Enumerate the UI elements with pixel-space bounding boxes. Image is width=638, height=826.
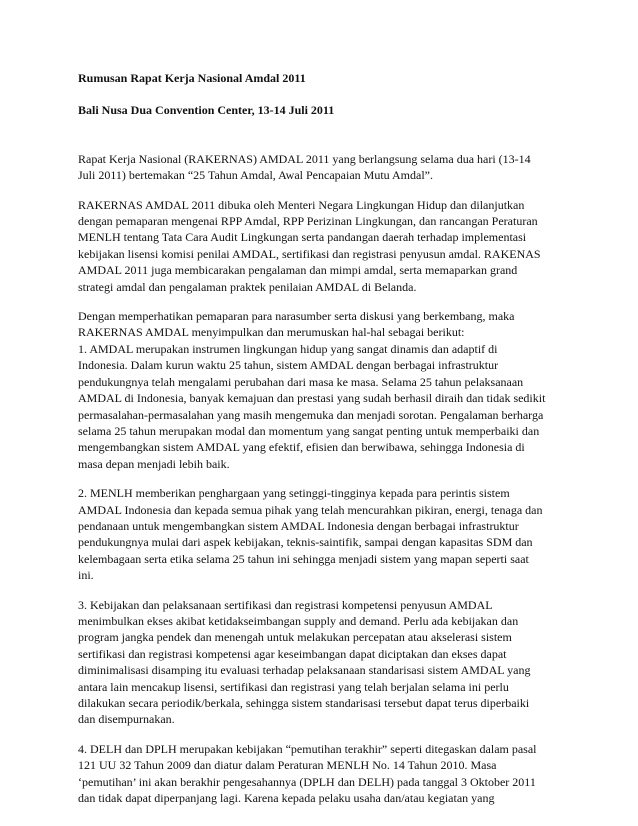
text-line: masa depan menjadi lebih baik.: [78, 456, 230, 471]
text-line: Indonesia. Dalam kurun waktu 25 tahun, sistem AMDAL dengan berbagai infrastruktur: [78, 358, 499, 373]
text-line: RAKERNAS AMDAL 2011 dibuka oleh Menteri Negara Lingkungan Hidup dan dilanjutkan: [78, 197, 525, 212]
text-line: pendukungnya mulai dari aspek kebijakan, teknis-saintifik, sampai dengan kapasitas SDM dan: [78, 535, 533, 550]
text-line: kelembagaan serta etika selama 25 tahun ini sehingga menjadi sistem yang mapan seperti saat: [78, 551, 529, 566]
paragraph: [78, 308, 568, 472]
text-line: menimbulkan ekses akibat ketidakseimbangan supply and demand. Perlu ada kebijakan dan: [78, 613, 519, 628]
text-line: permasalahan-permasalahan yang masih mengemuka dan menjadi sorotan. Pengalaman berharga: [78, 407, 544, 422]
text-line: program jangka pendek dan menengah untuk melakukan percepatan atau akselerasi sistem: [78, 630, 512, 645]
text-line: ini.: [78, 568, 94, 583]
paragraph: [78, 597, 568, 728]
text-line: AMDAL di Indonesia, banyak kemajuan dan prestasi yang sudah berhasil diraih dan tidak sedikit: [78, 391, 546, 406]
text-line: 4. DELH dan DPLH merupakan kebijakan “pemutihan terakhir” seperti ditegaskan dalam pasal: [78, 741, 537, 756]
text-line: pendanaan untuk mengembangkan sistem AMDAL Indonesia dengan berbagai infrastruktur: [78, 518, 519, 533]
text-line: antara lain mencakup lisensi, sertifikasi dan registrasi yang telah berjalan selama ini perlu: [78, 679, 509, 694]
text-line: 1. AMDAL merupakan instrumen lingkungan hidup yang sangat dinamis dan adaptif di: [78, 341, 498, 356]
text-line: kebijakan lisensi komisi penilai AMDAL, sertifikasi dan registrasi penyusun amdal. RAKENAS: [78, 246, 541, 261]
text-line: AMDAL Indonesia dan kepada semua pihak yang telah mencurahkan pikiran, energi, tenaga dan: [78, 502, 543, 517]
text-line: mengembangkan sistem AMDAL yang efektif, efisien dan berwibawa, sehingga Indonesia di: [78, 440, 525, 455]
text-line: dan disempurnakan.: [78, 712, 175, 727]
text-line: diminimalisasi disamping itu evaluasi terhadap pelaksanaan standarisasi sistem AMDAL yang: [78, 663, 531, 678]
text-line: Dengan memperhatikan pemaparan para narasumber serta diskusi yang berkembang, maka: [78, 309, 515, 324]
text-line: RAKERNAS AMDAL menyimpulkan dan merumuskan hal-hal sebagai berikut:: [78, 325, 465, 340]
paragraph: [78, 741, 568, 807]
text-line: 121 UU 32 Tahun 2009 dan diatur dalam Peraturan MENLH No. 14 Tahun 2010. Masa: [78, 758, 497, 773]
text-line: pendukungnya telah mengalami perubahan dari masa ke masa. Selama 25 tahun pelaksanaan: [78, 374, 524, 389]
text-line: dengan pemaparan mengenai RPP Amdal, RPP Perizinan Lingkungan, dan rancangan Peraturan: [78, 214, 538, 229]
paragraph: [78, 197, 568, 295]
text-line: MENLH tentang Tata Cara Audit Lingkungan serta pandangan daerah terhadap implementasi: [78, 230, 527, 245]
paragraph: [78, 485, 568, 583]
text-line: 2. MENLH memberikan penghargaan yang setinggi-tingginya kepada para perintis sistem: [78, 486, 510, 501]
paragraph: [78, 151, 568, 184]
text-line: dan tidak dapat diperpanjang lagi. Karena kepada pelaku usaha dan/atau kegiatan yang: [78, 791, 495, 806]
text-line: dilakukan secara periodik/berkala, sehingga sistem standarisasi tersebut dapat terus diperbaiki: [78, 696, 530, 710]
document-venue: Bali Nusa Dua Convention Center, 13-14 Juli 2011: [78, 103, 335, 118]
document-title: Rumusan Rapat Kerja Nasional Amdal 2011: [78, 71, 306, 85]
document-page: [78, 70, 568, 819]
text-line: Rapat Kerja Nasional (RAKERNAS) AMDAL 2011 yang berlangsung selama dua hari (13-14: [78, 151, 531, 166]
text-line: AMDAL 2011 juga membicarakan pengalaman dan mimpi amdal, serta memaparkan grand: [78, 263, 518, 278]
text-line: ‘pemutihan’ ini akan berakhir pengesahannya (DPLH dan DELH) pada tanggal 3 Oktober 2011: [78, 774, 536, 789]
text-line: Juli 2011) bertemakan “25 Tahun Amdal, Awal Pencapaian Mutu Amdal”.: [78, 168, 433, 183]
text-line: strategi amdal dan pengalaman praktek penilaian AMDAL di Belanda.: [78, 279, 417, 294]
text-line: selama 25 tahun merupakan modal dan momentum yang sangat penting untuk memperbaiki dan: [78, 423, 540, 438]
document-body: [78, 151, 568, 807]
text-line: sertifikasi dan registrasi kompetensi agar keseimbangan dapat diciptakan dan ekses dapat: [78, 646, 507, 661]
text-line: 3. Kebijakan dan pelaksanaan sertifikasi dan registrasi kompetensi penyusun AMDAL: [78, 597, 493, 612]
